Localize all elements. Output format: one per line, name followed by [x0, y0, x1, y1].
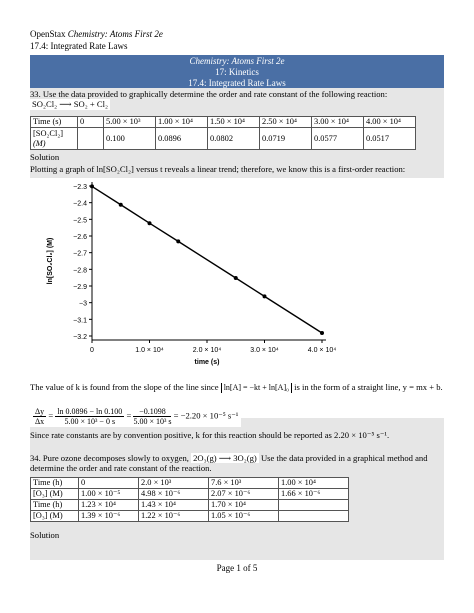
table-row: Time (s) 0 5.00 × 10³ 1.00 × 10⁴ 1.50 × 10⁴ 2.50 × 10⁴ 3.00 × 10⁴ 4.00 × 10⁴: [31, 117, 416, 128]
document-header: [30, 28, 163, 52]
series-line: [92, 186, 322, 333]
content-area: [30, 88, 444, 560]
eq-lhs: $\frac{\Delta y}{\Delta x}$: [35, 407, 45, 426]
data-point: [320, 331, 324, 335]
table-row: [O₃] (M) 1.00 × 10⁻⁵ 4.98 × 10⁻⁶ 2.07 × 10⁻⁶ 1.66 × 10⁻⁶: [31, 489, 349, 500]
section-line: 17.4: Integrated Rate Laws: [30, 41, 128, 51]
y-tick-label: −2.7: [73, 250, 87, 258]
banner-title: Chemistry: Atoms First 2e: [189, 56, 285, 66]
y-tick-label: −2.4: [73, 200, 87, 208]
data-point: [176, 239, 180, 243]
y-tick-label: −2.6: [73, 234, 87, 241]
data-point: [90, 184, 94, 188]
x-tick-label: 4.0 × 10⁴: [307, 347, 337, 354]
q33-prompt: 33. Use the data provided to graphically determine the order and rate constant of the following reaction: SO₂Cl₂ ⟶ SO₂ + Cl₂: [30, 89, 388, 110]
table-row: [SO₂Cl₂] (M) 0.100 0.0896 0.0802 0.0719 0.0577 0.0517: [31, 128, 416, 150]
q33-solution-text: Plotting a graph of ln[SO₂Cl₂] versus t reveals a linear trend; therefore, we know this is a first-order reaction:: [30, 164, 406, 174]
row-label: [SO₂Cl₂] (M): [31, 128, 78, 150]
q34-solution-label: Solution: [30, 530, 60, 540]
y-tick-label: −2.5: [73, 217, 87, 225]
banner-section: 17.4: Integrated Rate Laws: [188, 78, 286, 88]
chapter-banner: [30, 55, 444, 88]
page-number: Page 1 of 5: [216, 563, 258, 573]
table-row: [O₃] (M) 1.39 × 10⁻⁶ 1.22 × 10⁻⁶ 1.05 × 10⁻⁶: [31, 511, 349, 522]
table-row: Time (h) 1.23 × 10⁴ 1.43 × 10⁴ 1.70 × 10⁴: [31, 500, 349, 511]
q34-reaction: 2O₃(g) ⟶ 3O₂(g): [193, 453, 257, 463]
y-tick-label: −3.1: [73, 317, 87, 325]
q33-conclusion: Since rate constants are by convention positive, k for this reaction should be reported as 2.20 × 10⁻⁵ s⁻¹.: [30, 430, 390, 440]
x-tick-label: 0: [90, 347, 94, 354]
banner-chapter: 17: Kinetics: [215, 67, 259, 77]
slope-equation: $\frac{\Delta y}{\Delta x}$ = $\frac{\ln 0.0896 - \ln 0.100}{\text{5.00 × 10³ − 0 s}}$ = $\frac{-0.1098}{\text{5.00 × 10³ s}}$ = −2.20 × 10⁻⁵ s⁻¹: [30, 406, 444, 432]
y-axis-label: ln[SO₂Cl₂] (M): [47, 237, 54, 285]
q34-prompt: 34. Pure ozone decomposes slowly to oxygen, 2O₃(g) ⟶ 3O₂(g) Use the data provided in a graphical method and determine the order and rate constant of the reaction.: [30, 453, 428, 474]
y-tick-label: −2.3: [73, 184, 87, 191]
book-line: OpenStax Chemistry: Atoms First 2e: [30, 29, 163, 39]
data-point: [234, 276, 238, 280]
q33-slope-text: The value of k is found from the slope of the line since ln[A] = −kt + ln[A]₀ is in the form of a straight line, y = mx + b.: [30, 382, 443, 392]
q33-solution-label: Solution: [30, 152, 60, 162]
eq-mid: $\frac{\ln 0.0896 - \ln 0.100}{\text{5.00 × 10³ − 0 s}}$: [57, 407, 123, 426]
data-point: [119, 203, 123, 207]
y-tick-label: −2.9: [73, 284, 87, 291]
x-axis-label: time (s): [194, 359, 220, 366]
y-tick-label: −3: [79, 300, 87, 308]
table-row: Time (h) 0 2.0 × 10³ 7.6 × 10³ 1.00 × 10⁴: [31, 478, 349, 489]
eq-result: = −2.20 × 10⁻⁵ s⁻¹: [173, 410, 239, 421]
y-tick-label: −2.8: [73, 267, 87, 275]
x-tick-label: 2.0 × 10⁴: [192, 347, 222, 354]
data-point: [148, 221, 152, 225]
q33-reaction: SO₂Cl₂ ⟶ SO₂ + Cl₂: [32, 99, 108, 110]
x-tick-label: 3.0 × 10⁴: [250, 347, 279, 354]
rate-law-formula: ln[A] = −kt + ln[A]₀: [221, 383, 292, 393]
y-tick-label: −3.2: [73, 334, 87, 341]
data-point: [263, 294, 267, 298]
q34-data-table: [30, 477, 349, 522]
x-tick-label: 1.0 × 10⁴: [135, 347, 164, 354]
eq-right: $\frac{-0.1098}{\text{5.00 × 10³ s}}$: [133, 407, 172, 426]
q33-data-table: [30, 116, 416, 150]
book-title: Chemistry: Atoms First 2e: [67, 29, 163, 39]
